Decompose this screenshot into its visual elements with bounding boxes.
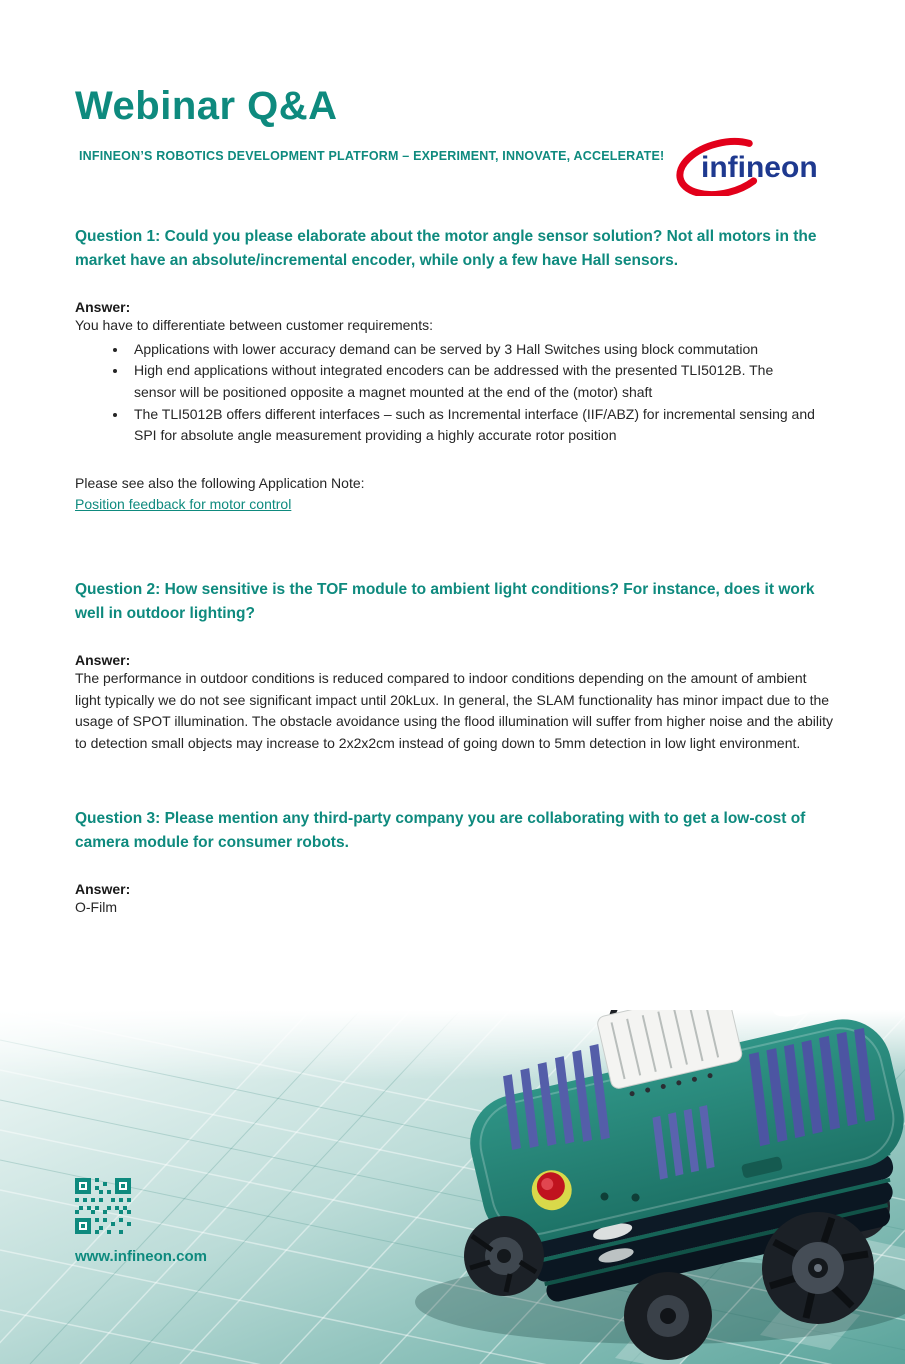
question-1-heading: Question 1: Could you please elaborate about the motor angle sensor solution? Not all motors in the market have an absolute/incremental encoder, while only a few have Hall sensors. [75, 228, 817, 270]
answer-1-label: Answer: [75, 299, 131, 316]
document-page [0, 84, 905, 1364]
qr-code-icon [75, 1178, 131, 1234]
answer-3-body: O-Film [75, 898, 117, 915]
bullet-item: • Applications with lower accuracy demand can be served by 3 Hall Switches using block commutation [128, 339, 815, 361]
robot-middle-wheel [624, 1272, 712, 1360]
answer-1-bullet-list [75, 339, 815, 447]
question-3-heading: Question 3: Please mention any third-party company you are collaborating with to get a low-cost of camera module for consumer robots. [75, 809, 806, 851]
robot-front-left-wheel [464, 1216, 544, 1296]
footer-block [75, 1178, 207, 1266]
bullet-item: • The TLI5012B offers different interfaces – such as Incremental interface (IIF/ABZ) for incremental sensing and SPI for absolute angle measurement providing a highly accurate rotor position [128, 404, 815, 447]
footer-website-link[interactable]: www.infineon.com [75, 1248, 207, 1265]
question-2-heading: Question 2: How sensitive is the TOF module to ambient light conditions? For instance, does it work well in outdoor lighting? [75, 580, 815, 622]
answer-3-label: Answer: [75, 880, 131, 897]
page-subtitle: INFINEON’S ROBOTICS DEVELOPMENT PLATFORM – EXPERIMENT, INNOVATE, ACCELERATE! [79, 149, 665, 163]
application-note-intro: Please see also the following Application Note: [75, 475, 365, 492]
application-note-link[interactable]: Position feedback for motor control [75, 495, 292, 512]
robot-front-right-wheel [762, 1212, 874, 1324]
bullet-item: • High end applications without integrated encoders can be addressed with the presented TLI5012B. The sensor will be positioned opposite a magnet mounted at the end of the (motor) shaft [128, 360, 815, 403]
document-content [0, 84, 905, 918]
answer-2-body: The performance in outdoor conditions is reduced compared to indoor conditions depending on the amount of ambient light typically we do not see significant impact until 20kLux. In general, the SLAM functionality has minor impact due to the usage of SPOT illumination. The obstacle avoidance using the flood illumination will suffer from higher noise and the ability to detection small objects may increase to 2x2x2cm instead of going down to 5mm detection in low light environment. [75, 669, 833, 751]
logo-wordmark: infineon [701, 151, 818, 184]
answer-1-intro: You have to differentiate between customer requirements: [75, 317, 433, 334]
answer-2-label: Answer: [75, 651, 131, 668]
page-title: Webinar Q&A [75, 84, 338, 128]
